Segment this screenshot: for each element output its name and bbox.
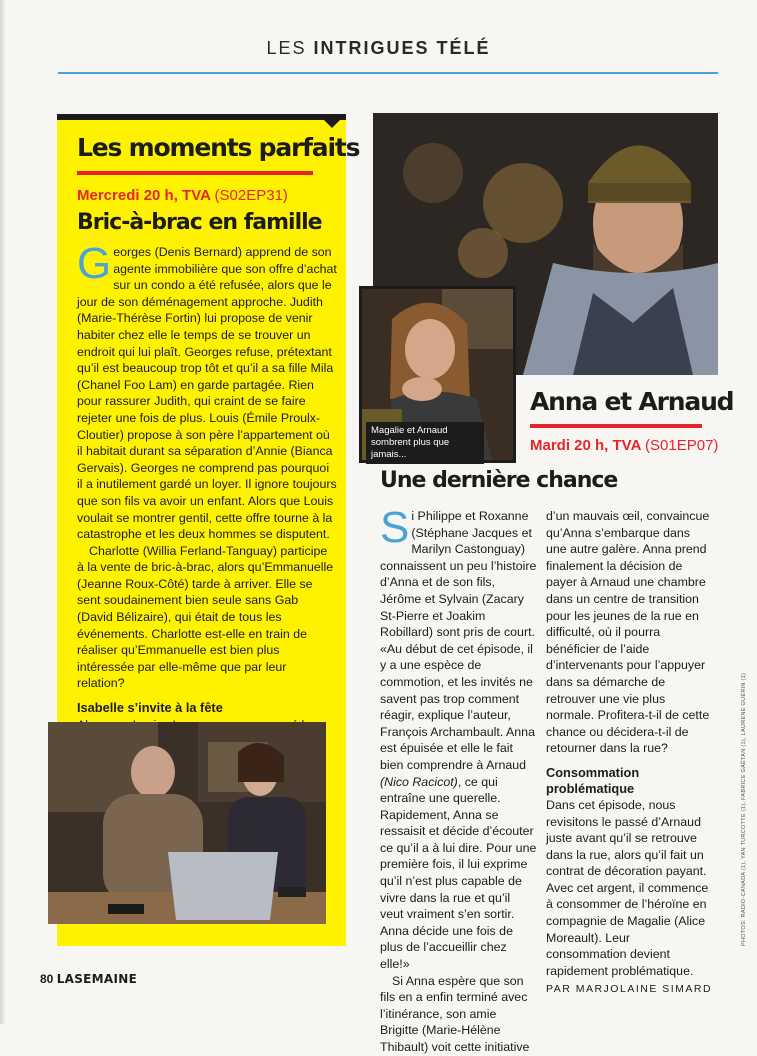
section-header	[0, 38, 757, 59]
yellow-box-top-rule	[57, 114, 346, 120]
schedule-right-text: Mardi 20 h, TVA	[530, 437, 646, 454]
paragraph-left-1: eorges (Denis Bernard) apprend de son agente immobilière que son offre d’achat sur un condo a été refusée, alors que le jour de son déménagement approche. Judith (Marie-Thérèse Fortin) lui propose de venir habiter chez elle le temps de se trouver un endroit qui lui plaît. Georges refuse, prétextant qu’il est beaucoup trop tôt et qu’il a sa fille Mila (Chanel Foo Lam) en garde partagée. Rien pour rassurer Judith, qui craint de se faire rejeter une fois de plus. Louis (Émile Proulx-Cloutier) propose à son père l’appartement où il habitait durant sa séparation d’Annie (Bianca Gervais). Georges ne comprend pas pourquoi il a inutilement gardé un loyer. Il ignore toujours que son fils va avoir un enfant. Alors que Louis voulait se montrer gentil, cette offre tourne à la catastrophe et les deux hommes se disputent.	[77, 245, 337, 542]
show-title-right: Anna et Arnaud	[530, 387, 734, 416]
dropcap-right: S	[380, 503, 410, 552]
title-underline-left	[77, 171, 313, 175]
paragraph-right-2-part-a: Si Anna espère que son fils en a enfin terminé avec l’itinérance, son amie Brigitte (Marie-Hélène Thibault) voit cette initiative	[380, 973, 530, 1054]
magazine-brand: LASEMAINE	[56, 972, 138, 986]
title-underline-right	[530, 424, 702, 428]
photo-left-illustration	[48, 722, 326, 924]
schedule-left	[77, 187, 288, 204]
show-title-left: Les moments parfaits	[77, 133, 360, 162]
subheading-left: Isabelle s’invite à la fête	[77, 700, 223, 716]
paragraph-left-2: Charlotte (Willia Ferland-Tanguay) participe à la vente de bric-à-brac, alors qu’Emmanuelle (Jeanne Roux-Côté) tarde à arriver. Elle se sent soudainement bien seule sans Gab (David Bélizaire), qui était de tous les événements. Charlotte est-elle en train de réaliser qu’Emmanuelle est bien plus intéressée par elle-même que par leur relation?	[77, 543, 334, 691]
page-number: 80	[40, 972, 57, 986]
header-prefix: LES	[266, 38, 314, 58]
photo-caption: Magalie et Arnaud sombrent plus que jamais...	[366, 422, 484, 464]
paragraph-right-1: i Philippe et Roxanne (Stéphane Jacques et Marilyn Castonguay) connaissent un peu l’histoire d’Anna et de son fils, Jérôme et Sylvain (Zacary St-Pierre et Joakim Robillard) sont pris de court. «Au début de cet épisode, il y a une espèce de commotion, et les invités ne savent pas trop comment réagir, explique l’auteur, François Archambault. Anna est épuisée et elle le fait bien comprendre à Arnaud	[380, 509, 537, 772]
subheading-right: Consommation problématique	[546, 764, 640, 796]
paragraph-right-2-cont	[546, 508, 714, 757]
episode-title-left: Bric-à-brac en famille	[77, 210, 322, 235]
schedule-left-text: Mercredi 20 h, TVA	[77, 187, 215, 204]
paragraph-right-1-italic: (Nico Racicot)	[380, 774, 458, 789]
paragraph-right-3: Dans cet épisode, nous revisitons le passé d’Arnaud juste avant qu’il se retrouve dans la rue, alors qu’il fait un contrat de décoration payant. Avec cet argent, il commence à consommer de l’héroïne en compagnie de Magalie (Alice Moreault). Leur consommation devient rapidement problématique.	[546, 797, 709, 978]
dropcap-left: G	[77, 239, 112, 288]
byline-right: PAR MARJOLAINE SIMARD	[546, 983, 713, 996]
article-right-col-2	[546, 508, 714, 998]
header-bold: INTRIGUES TÉLÉ	[313, 38, 491, 58]
episode-title-right: Une dernière chance	[380, 468, 618, 493]
page-footer	[40, 972, 137, 986]
episode-left: (S02EP31)	[214, 187, 288, 204]
photo-georges-judith	[48, 722, 326, 924]
yellow-box-notch	[318, 114, 346, 128]
photo-credits: PHOTOS: RADIO-CANADA (1), YAN TURCOTTE (1), FABRICE GAËTAN (1), LAURENE GUÉRIN (1)	[741, 672, 747, 946]
paragraph-right-2-start	[380, 973, 537, 1056]
schedule-right	[530, 437, 718, 454]
episode-right: (S01EP07)	[645, 437, 719, 454]
paragraph-right-1-end: , ce qui entraîne une querelle. Rapidement, Anna se ressaisit et décide d’écouter ce qu’il a à lui dire. Pour une première fois, il lui exprime qu’il n’est plus capable de vivre dans la rue et qu’il veut vraiment s’en sortir. Anna décide une fois de plus de l’accueillir chez elle!»	[380, 774, 537, 972]
header-rule	[58, 72, 718, 74]
article-right-col-1	[380, 503, 537, 1056]
paragraph-right-2-part-b: d’un mauvais œil, convaincue qu’Anna s’embarque dans une autre galère. Anna prend finalement la décision de payer à Arnaud une chambre dans un centre de transition pour les jeunes de la rue en difficulté, où il pourra bénéficier de l’aide d’intervenants pour l’appuyer dans sa démarche de retrouver une vie plus normale. Profitera-t-il de cette chance ou décidera-t-il de retourner dans la rue?	[546, 509, 710, 756]
page-gutter-shadow	[0, 0, 6, 1024]
